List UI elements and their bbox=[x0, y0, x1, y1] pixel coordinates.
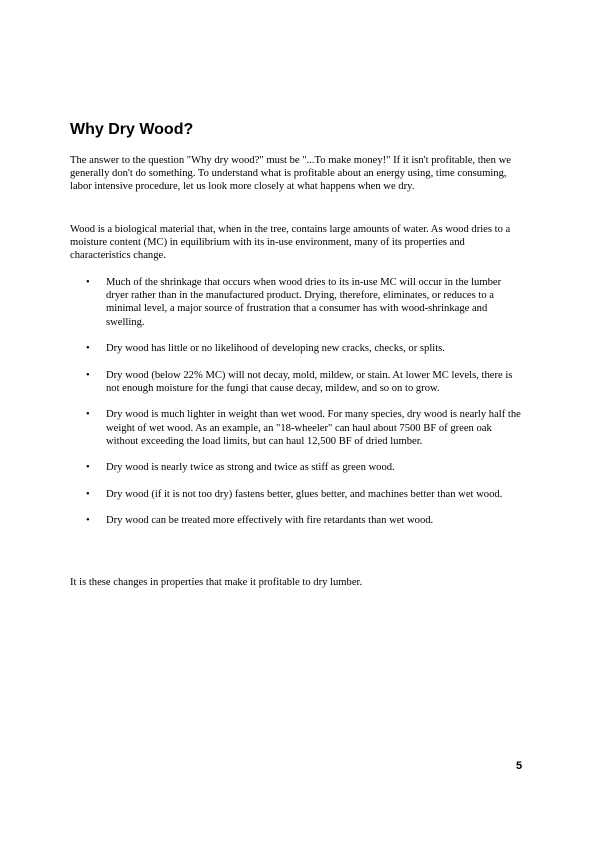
list-item-text: Dry wood is much lighter in weight than wet wood. For many species, dry wood is nearly half the weight of wet wood. As an example, an "18-wheeler" can haul about 7500 BF of green oak without exceeding the load limits, but can haul 12,500 BF of dried lumber. bbox=[106, 409, 521, 447]
closing-paragraph: It is these changes in properties that make it profitable to dry lumber. bbox=[70, 577, 363, 588]
page-number: 5 bbox=[516, 760, 523, 772]
list-item bbox=[70, 276, 525, 329]
list-item-text: Much of the shrinkage that occurs when wood dries to its in-use MC will occur in the lumber dryer rather than in the manufactured product. Drying, therefore, eliminates, or reduces to a minimal level, a major source of frustration that a consumer has with wood-shrinkage and swelling. bbox=[106, 277, 502, 328]
list-item-text: Dry wood (if it is not too dry) fastens better, glues better, and machines better than wet wood. bbox=[106, 488, 503, 500]
list-item bbox=[70, 342, 525, 355]
list-item bbox=[70, 461, 525, 474]
page-title: Why Dry Wood? bbox=[70, 121, 194, 138]
bullet-icon: • bbox=[86, 343, 90, 355]
bullet-icon: • bbox=[86, 488, 90, 500]
list-item bbox=[70, 514, 525, 527]
list-item-text: Dry wood (below 22% MC) will not decay, mold, mildew, or stain. At lower MC levels, there is not enough moisture for the fungi that cause decay, mildew, and so on to grow. bbox=[106, 369, 513, 394]
intro-paragraph: The answer to the question "Why dry wood?" must be "...To make money!" If it isn't profitable, then we generally don't do something. To understand what is profitable about an energy using, time consuming, labor intensive procedure, let us look more closely at what happens when we dry. bbox=[70, 155, 511, 193]
biology-paragraph: Wood is a biological material that, when in the tree, contains large amounts of water. As wood dries to a moisture content (MC) in equilibrium with its in-use environment, many of its properties and characteristics change. bbox=[70, 224, 511, 262]
properties-bullet-list bbox=[70, 276, 525, 541]
list-item-text: Dry wood can be treated more effectively with fire retardants than wet wood. bbox=[106, 515, 434, 527]
list-item-text: Dry wood has little or no likelihood of developing new cracks, checks, or splits. bbox=[106, 343, 445, 355]
bullet-icon: • bbox=[86, 277, 90, 288]
bullet-icon: • bbox=[86, 409, 90, 421]
list-item bbox=[70, 408, 525, 448]
bullet-icon: • bbox=[86, 462, 90, 474]
list-item bbox=[70, 369, 525, 395]
bullet-icon: • bbox=[86, 515, 90, 527]
list-item bbox=[70, 488, 525, 501]
bullet-icon: • bbox=[86, 369, 90, 381]
list-item-text: Dry wood is nearly twice as strong and twice as stiff as green wood. bbox=[106, 462, 395, 474]
